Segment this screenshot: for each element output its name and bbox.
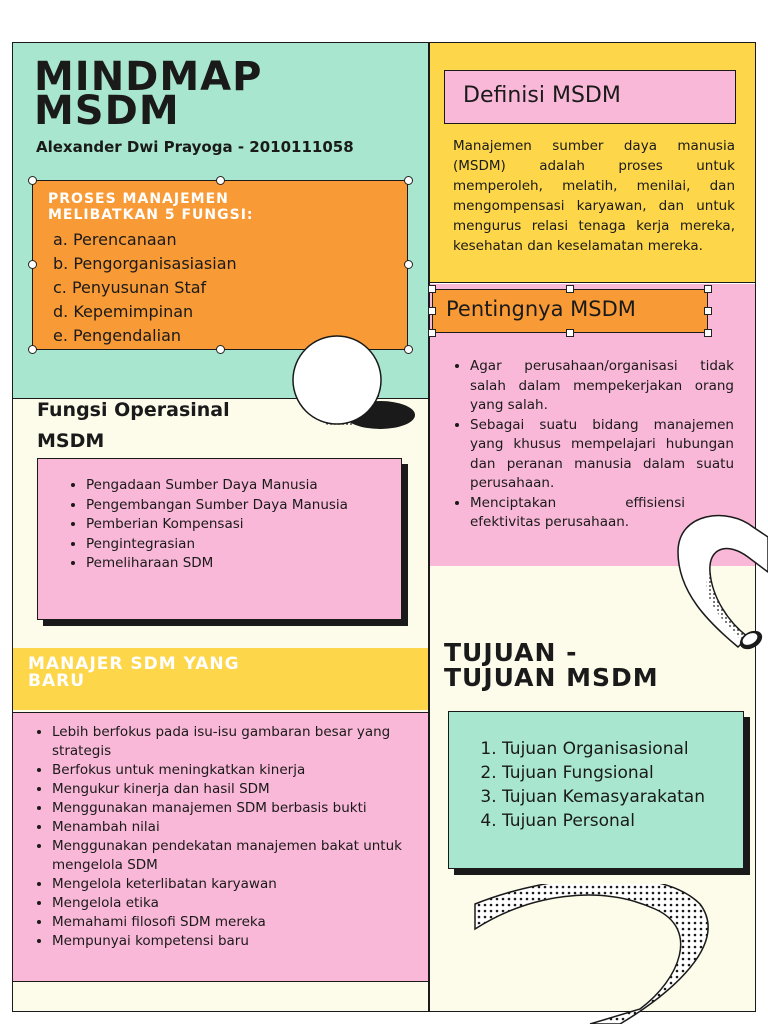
proses-item: e. Pengendalian bbox=[53, 326, 182, 345]
fungsi-heading-line2: MSDM bbox=[37, 430, 105, 452]
manajer-heading-line2: BARU bbox=[28, 671, 86, 691]
selection-handle[interactable] bbox=[216, 345, 225, 354]
selection-handle[interactable] bbox=[428, 329, 436, 337]
proses-heading bbox=[48, 191, 254, 223]
proses-item: d. Kepemimpinan bbox=[53, 302, 194, 321]
proses-heading-line2: MELIBATKAN 5 FUNGSI: bbox=[48, 207, 254, 223]
list-item: • Menggunakan pendekatan manajemen bakat untuk mengelola SDM bbox=[52, 837, 442, 875]
selection-handle[interactable] bbox=[404, 260, 413, 269]
wave-decoration bbox=[470, 884, 760, 1024]
manajer-heading-line1: MANAJER SDM YANG bbox=[28, 654, 240, 674]
author-name: Alexander Dwi Prayoga - 2010111058 bbox=[36, 138, 354, 156]
list-item: • Pengintegrasian bbox=[86, 535, 356, 555]
selection-handle[interactable] bbox=[28, 260, 37, 269]
manajer-list bbox=[32, 723, 442, 951]
definisi-heading: Definisi MSDM bbox=[463, 83, 621, 108]
list-item: • Mengukur kinerja dan hasil SDM bbox=[52, 780, 442, 799]
list-item: 4. Tujuan Personal bbox=[502, 809, 705, 833]
page-title bbox=[34, 54, 263, 134]
selection-handle[interactable] bbox=[216, 176, 225, 185]
proses-item: a. Perencanaan bbox=[53, 230, 177, 249]
list-item: 1. Tujuan Organisasional bbox=[502, 737, 705, 761]
ball-decoration bbox=[285, 330, 425, 440]
proses-item: b. Pengorganisasiasian bbox=[53, 254, 237, 273]
list-item: • Pengembangan Sumber Daya Manusia bbox=[86, 496, 356, 516]
tujuan-list bbox=[482, 737, 705, 833]
selection-handle[interactable] bbox=[428, 307, 436, 315]
list-item: • Mengelola keterlibatan karyawan bbox=[52, 875, 442, 894]
fungsi-heading bbox=[37, 395, 230, 457]
proses-item: c. Penyusunan Staf bbox=[53, 278, 207, 297]
selection-handle[interactable] bbox=[566, 285, 574, 293]
selection-handle[interactable] bbox=[704, 307, 712, 315]
title-line2: MSDM bbox=[34, 88, 180, 134]
proses-list bbox=[53, 228, 237, 348]
list-item: • Sebagai suatu bidang manajemen yang khusus mempelajari hubungan dan peranan manusia dalam suatu perusahaan. bbox=[470, 416, 734, 494]
selection-handle[interactable] bbox=[404, 176, 413, 185]
list-item: • Agar perusahaan/organisasi tidak salah dalam mempekerjakan orang yang salah. bbox=[470, 357, 734, 416]
definisi-text: Manajemen sumber daya manusia (MSDM) adalah proses untuk memperoleh, melatih, menilai, dan mengompensasi karyawan, dan untuk mengurus relasi tenaga kerja mereka, kesehatan dan keselamatan mereka. bbox=[453, 138, 735, 254]
selection-handle[interactable] bbox=[566, 329, 574, 337]
list-item: 3. Tujuan Kemasyarakatan bbox=[502, 785, 705, 809]
selection-handle[interactable] bbox=[704, 329, 712, 337]
proses-heading-line1: PROSES MANAJEMEN bbox=[48, 191, 229, 207]
fungsi-heading-line1: Fungsi Operasinal bbox=[37, 399, 230, 421]
list-item: • Pengadaan Sumber Daya Manusia bbox=[86, 476, 356, 496]
list-item: 2. Tujuan Fungsional bbox=[502, 761, 705, 785]
list-item: • Memahami filosofi SDM mereka bbox=[52, 913, 442, 932]
list-item: • Menciptakan effisiensi efektivitas perusahaan. bbox=[470, 494, 685, 533]
title-line1: MINDMAP bbox=[34, 54, 263, 100]
selection-handle[interactable] bbox=[28, 176, 37, 185]
list-item: • Menambah nilai bbox=[52, 818, 442, 837]
tujuan-heading-line1: TUJUAN - bbox=[444, 638, 578, 667]
tujuan-heading-line2: TUJUAN MSDM bbox=[444, 663, 659, 692]
list-item: • Mengelola etika bbox=[52, 894, 442, 913]
list-item: • Berfokus untuk meningkatkan kinerja bbox=[52, 761, 442, 780]
tube-decoration bbox=[668, 492, 768, 652]
selection-handle[interactable] bbox=[428, 285, 436, 293]
list-item: • Mempunyai kompetensi baru bbox=[52, 932, 442, 951]
selection-handle[interactable] bbox=[704, 285, 712, 293]
list-item: • Pemberian Kompensasi bbox=[86, 515, 356, 535]
tujuan-heading bbox=[444, 640, 659, 690]
fungsi-list bbox=[66, 476, 356, 574]
list-item: • Lebih berfokus pada isu-isu gambaran besar yang strategis bbox=[52, 723, 442, 761]
pentingnya-heading: Pentingnya MSDM bbox=[446, 297, 636, 321]
manajer-heading bbox=[28, 656, 240, 690]
selection-handle[interactable] bbox=[28, 345, 37, 354]
list-item: • Pemeliharaan SDM bbox=[86, 554, 356, 574]
list-item: • Menggunakan manajemen SDM berbasis bukti bbox=[52, 799, 442, 818]
